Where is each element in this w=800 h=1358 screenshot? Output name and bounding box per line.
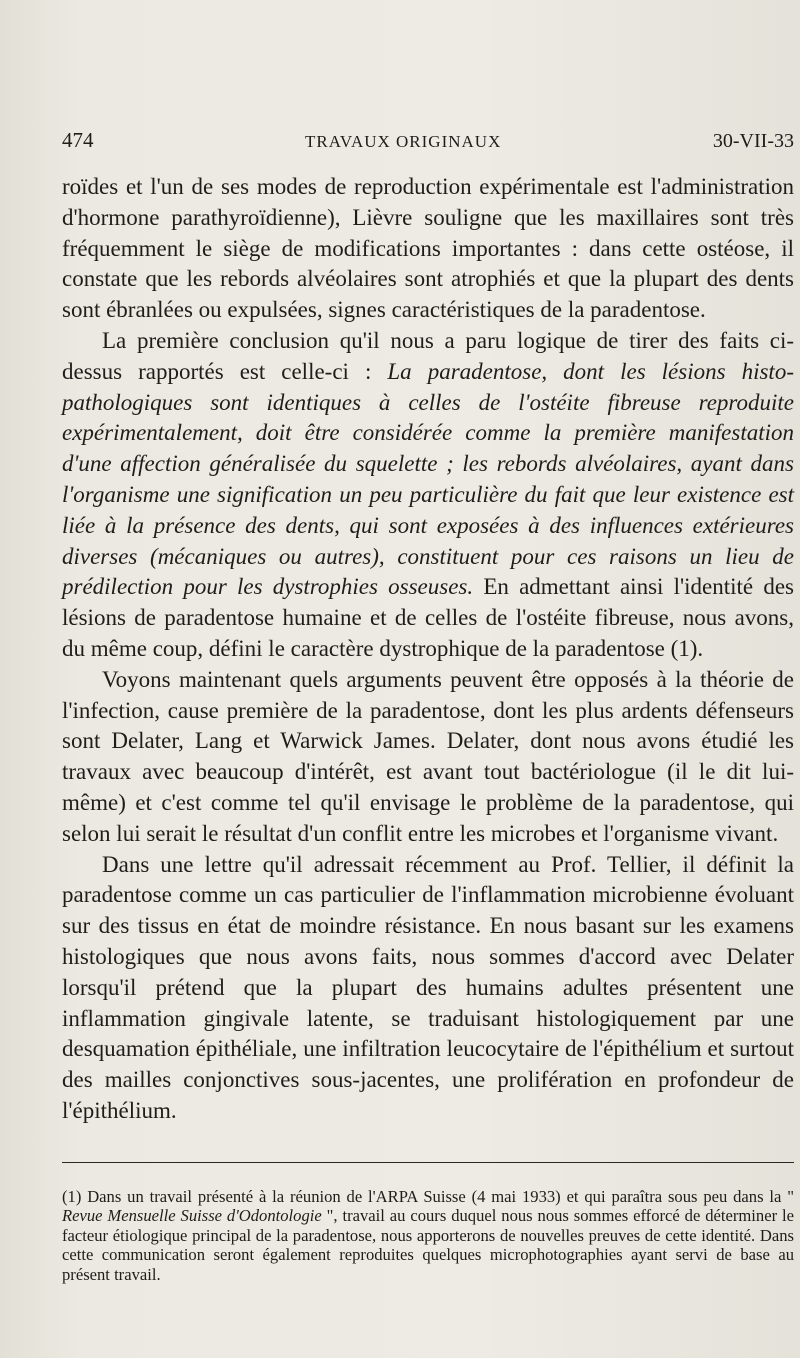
paragraph-3: Voyons maintenant quels arguments peuvent être opposés à la théorie de l'infection, cause première de la paradentose, dont les plus ardents défenseurs sont Delater, Lang et Warwick James. Delater, dont nous avons étudié les travaux avec beaucoup d'intérêt, est avant tout bactériologue (il le dit lui-même) et c'est comme tel qu'il envisage le problème de la paradentose, qui selon lui serait le résultat d'un conflit entre les microbes et l'organisme vivant. <box>62 666 794 846</box>
paragraph-2-conclusion: La paradentose, dont les lésions histo-pathologiques sont identiques à celles de l'ostéite fibreuse reproduite expérimentalement, doit être considérée comme la première manifestation d'une affection généralisée du squelette ; les rebords alvéolaires, ayant dans l'organisme une signification un peu particulière du fait que leur existence est liée à la présence des dents, qui sont exposées à des influences extérieures diverses (mécaniques ou autres), constituent pour ces raisons un lieu de prédilection pour les dystrophies osseuses. <box>62 358 794 600</box>
paragraph-4: Dans une lettre qu'il adressait récemment au Prof. Tellier, il définit la paradentose comme un cas particulier de l'inflammation microbienne évoluant sur des tissus en état de moindre résistance. En nous basant sur les examens histologiques que nous avons faits, nous sommes d'accord avec Delater lorsqu'il prétend que la plupart des humains adultes présentent une inflammation gingivale latente, se traduisant histologiquement par une desquamation épithéliale, une infiltration leucocytaire de l'épithélium et surtout des mailles conjonctives sous-jacentes, une prolifération en profondeur de l'épithélium. <box>62 851 794 1123</box>
running-header <box>62 128 794 153</box>
paragraph-1: roïdes et l'un de ses modes de reproduction expérimentale est l'administration d'hormone parathyroïdienne), Lièvre souligne que les maxillaires sont très fréquemment le siège de modifications importantes : dans cette ostéose, il constate que les rebords alvéolaires sont atrophiés et que la plupart des dents sont ébranlées ou expulsées, signes caractéristiques de la paradentose. <box>62 174 794 323</box>
page-number: 474 <box>62 128 94 152</box>
issue-date: 30-VII-33 <box>712 130 794 152</box>
footnote-lead: (1) Dans un travail présenté à la réunion de l'ARPA Suisse (4 mai 1933) et qui paraîtra sous peu dans la " <box>62 1187 794 1206</box>
running-title: TRAVAUX ORIGINAUX <box>305 132 502 151</box>
footnote-tail: ", travail au cours duquel nous nous sommes efforcé de déterminer le facteur étiologique principal de la paradentose, nous apporterons de nouvelles preuves de cette identité. Dans cette communication seront également reproduites quelques microphotographies ayant servi de base au présent travail. <box>62 1206 794 1284</box>
footnote-journal-title: Revue Mensuelle Suisse d'Odontologie <box>62 1206 322 1226</box>
footnote-divider <box>62 1162 794 1163</box>
paragraph-2 <box>62 326 794 665</box>
paragraph-2-tail: En admettant ainsi l'identité des lésions de paradentose humaine et de celles de l'ostéite fibreuse, nous avons, du même coup, défini le caractère dystrophique de la paradentose (1). <box>62 574 794 661</box>
footnote-1 <box>62 1187 794 1284</box>
footnote <box>62 1187 794 1284</box>
main-text <box>62 172 794 1127</box>
paragraph-2-lead: La première conclusion qu'il nous a paru logique de tirer des faits ci-dessus rapportés est celle-ci : <box>62 327 794 384</box>
